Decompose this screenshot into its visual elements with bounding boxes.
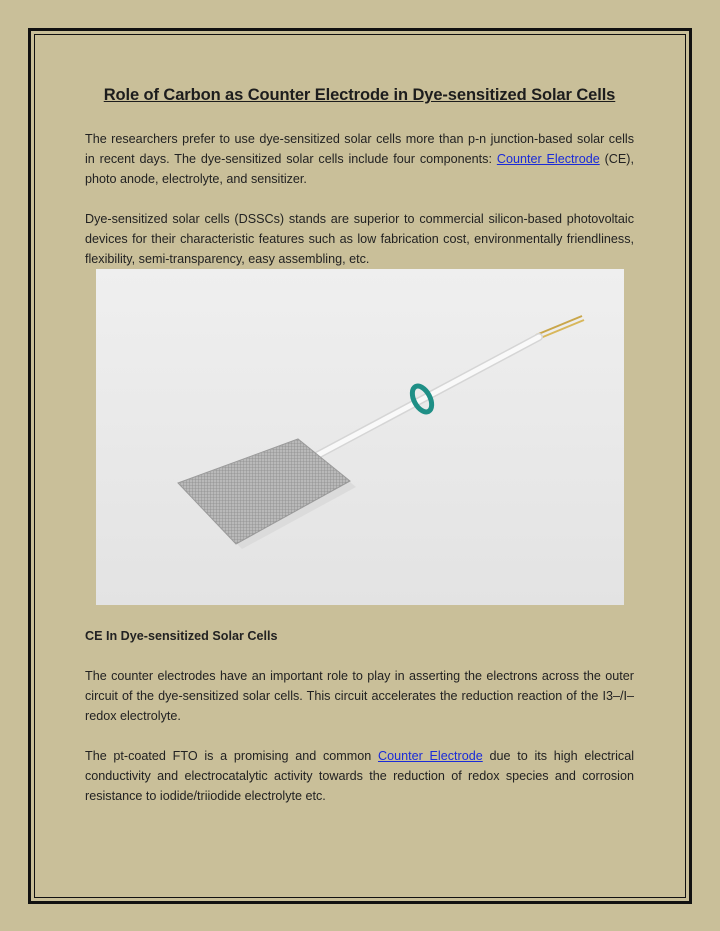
pt-fto-paragraph <box>85 746 634 806</box>
ce-role-paragraph: The counter electrodes have an important role to play in asserting the electrons across the outer circuit of the dye-sensitized solar cells. This circuit accelerates the reduction reaction of the I3–/I– redox electrolyte. <box>85 669 634 723</box>
counter-electrode-link-1[interactable]: Counter Electrode <box>496 152 600 166</box>
intro-text-after: (CE), photo anode, electrolyte, and sensitizer. <box>85 152 634 186</box>
pt-fto-text-before: The pt-coated FTO is a promising and common <box>85 749 378 763</box>
intro-text-before: The researchers prefer to use dye-sensitized solar cells more than p-n junction-based solar cells in recent days. The dye-sensitized solar cells include four components: <box>85 132 634 166</box>
section-heading: CE In Dye-sensitized Solar Cells <box>85 629 278 643</box>
page-title: Role of Carbon as Counter Electrode in Dye-sensitized Solar Cells <box>103 86 616 104</box>
intro-paragraph <box>85 129 634 189</box>
counter-electrode-photo <box>96 269 624 605</box>
dssc-paragraph: Dye-sensitized solar cells (DSSCs) stands are superior to commercial silicon-based photovoltaic devices for their characteristic features such as low fabrication cost, environmentally friendliness, flexibility, semi-transparency, easy assembling, etc. <box>85 212 634 266</box>
article-top <box>85 86 634 289</box>
counter-electrode-link-2[interactable]: Counter Electrode <box>378 749 483 763</box>
electrode-illustration <box>96 269 624 605</box>
pt-fto-text-after: due to its high electrical conductivity and electrocatalytic activity towards the reduction of redox species and corrosion resistance to iodide/triiodide electrolyte etc. <box>85 749 635 803</box>
article-bottom <box>85 626 634 826</box>
